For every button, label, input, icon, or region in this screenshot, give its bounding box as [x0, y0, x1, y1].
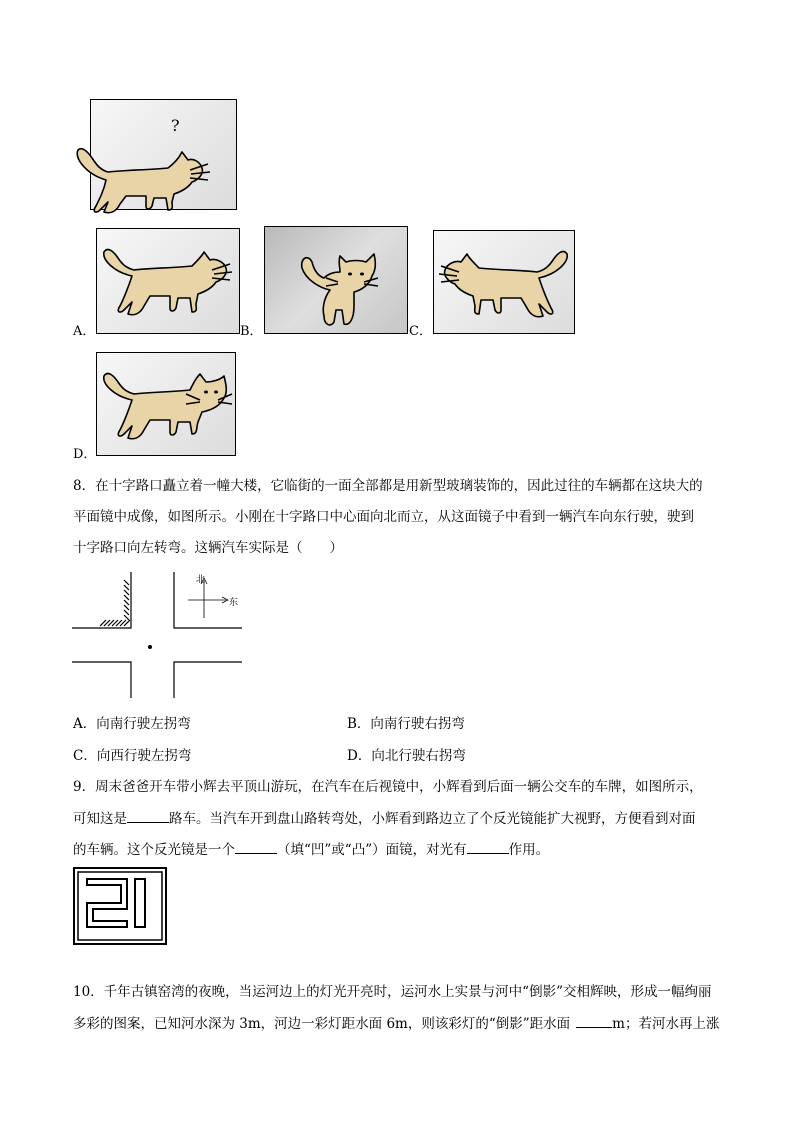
license-plate-mirror-image [73, 867, 167, 945]
q8-option-a: A．向南行驶左拐弯 [73, 716, 191, 732]
option-d-cat [96, 362, 236, 452]
q8-option-b: B．向南行驶右拐弯 [347, 716, 465, 732]
question-mark: ? [171, 116, 180, 135]
q9-line3-suffix: 作用。 [508, 842, 550, 858]
q10-line2-suffix: m；若河水再上涨 [612, 1016, 720, 1032]
q9-question-line-2 [73, 808, 696, 829]
light-effect-blank[interactable] [467, 839, 509, 854]
q8-question-line-1: 8．在十字路口矗立着一幢大楼，它临街的一面全部都是用新型玻璃装饰的，因此过往的车辆都在这块大的 [73, 478, 703, 494]
option-b-cat [290, 234, 390, 330]
q8-question-line-2: 平面镜中成像，如图所示。小刚在十字路口中心面向北而立，从这面镜子中看到一辆汽车向东行驶，驶到 [73, 509, 694, 525]
q7-cat-original [70, 140, 220, 220]
q9-question-line-1: 9．周末爸爸开车带小辉去平顶山游玩，在汽车在后视镜中，小辉看到后面一辆公交车的车牌，如图所示， [73, 779, 703, 795]
q8-option-c: C．向西行驶左拐弯 [73, 748, 192, 764]
road-corner-se [174, 662, 242, 698]
q10-question-line-1: 10．千年古镇窑湾的夜晚，当运河边上的灯光开亮时，运河水上实景与河中“倒影”交相辉映，形成一幅绚丽 [73, 984, 712, 1000]
option-a-cat [96, 238, 240, 328]
intersection-diagram [70, 570, 245, 700]
road-corner-sw [72, 662, 131, 698]
q9-line2-prefix: 可知这是 [73, 811, 127, 827]
observer-point [148, 645, 152, 649]
q8-question-line-3: 十字路口向左转弯。这辆汽车实际是（ ） [73, 540, 343, 556]
option-c-cat [433, 240, 575, 330]
reflection-distance-blank[interactable] [576, 1013, 612, 1028]
q10-question-line-2 [73, 1013, 719, 1034]
compass-east-label: 东 [229, 598, 239, 608]
q9-line2-suffix: 路车。当汽车开到盘山路转弯处，小辉看到路边立了个反光镜能扩大视野，方便看到对面 [169, 811, 696, 827]
q9-line3-middle: （填“凹”或“凸”）面镜，对光有 [277, 842, 467, 858]
option-b-label: B． [240, 324, 263, 339]
mirror-type-blank[interactable] [235, 839, 277, 854]
compass-north-label: 北 [196, 575, 206, 585]
option-a-label: A． [73, 324, 96, 339]
q9-question-line-3 [73, 839, 549, 860]
option-c-label: C． [409, 324, 432, 339]
q10-line2-prefix: 多彩的图案，已知河水深为 3m，河边一彩灯距水面 6m，则该彩灯的“倒影”距水面 [73, 1016, 571, 1032]
option-d-label: D． [73, 447, 97, 462]
q9-line3-prefix: 的车辆。这个反光镜是一个 [73, 842, 235, 858]
q8-option-d: D．向北行驶右拐弯 [347, 748, 466, 764]
mirror-wall [72, 572, 131, 628]
bus-number-blank[interactable] [127, 808, 169, 823]
